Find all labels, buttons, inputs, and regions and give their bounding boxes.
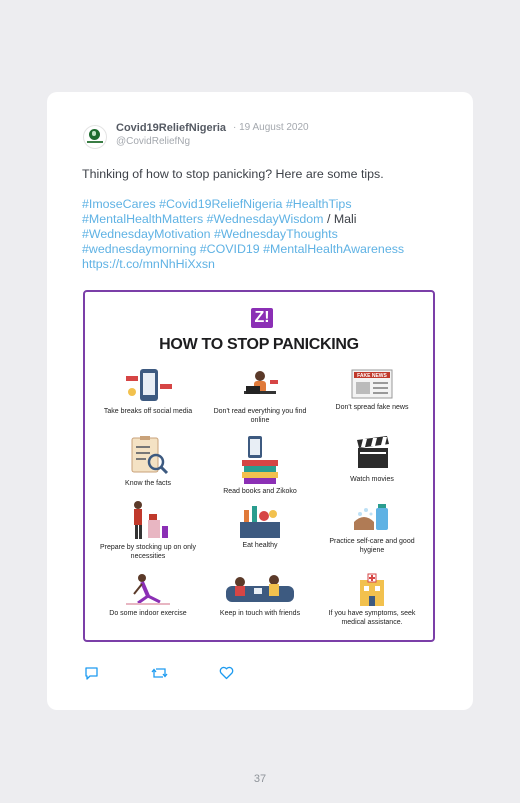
avatar[interactable]	[83, 125, 107, 149]
page-number: 37	[253, 773, 267, 785]
author-name[interactable]: Covid19ReliefNigeria	[116, 122, 227, 134]
reply-icon[interactable]	[84, 666, 99, 685]
fake-news-badge: FAKE NEWS	[357, 373, 387, 379]
tip-keep-in-touch: Keep in touch with friends	[205, 572, 315, 619]
tip-know-facts: Know the facts	[93, 434, 203, 489]
hashtags-line-1[interactable]: #ImoseCares #Covid19ReliefNigeria #HealthTips	[82, 197, 352, 212]
tip-self-care: Practice self-care and good hygiene	[317, 500, 427, 555]
books-icon	[230, 434, 290, 486]
tip-eat-healthy: Eat healthy	[205, 500, 315, 551]
hygiene-icon	[342, 500, 402, 536]
tip-watch-movies: Watch movies	[317, 434, 427, 485]
hospital-icon	[342, 572, 402, 608]
clapperboard-icon	[342, 434, 402, 474]
infographic-image[interactable]	[83, 290, 435, 642]
tip-stocking-up: Prepare by stocking up on only necessities	[93, 500, 203, 561]
location-text: / Mali	[323, 212, 357, 227]
zikoko-logo: Z!	[251, 308, 273, 328]
hashtags-line-3[interactable]: #WednesdayMotivation #WednesdayThoughts	[82, 227, 338, 242]
food-icon	[230, 500, 290, 540]
tweet-link[interactable]: https://t.co/mnNhHiXxsn	[82, 257, 215, 272]
tip-dont-read-everything: Don't read everything you find online	[205, 366, 315, 425]
retweet-icon[interactable]	[151, 666, 168, 685]
phone-icon	[118, 366, 178, 406]
tip-fake-news: FAKE NEWS Don't spread fake news	[317, 366, 427, 413]
hashtags-line-4[interactable]: #wednesdaymorning #COVID19 #MentalHealthAwareness	[82, 242, 405, 257]
tip-read-books: Read books and Zikoko	[205, 434, 315, 497]
tweet-body: Thinking of how to stop panicking? Here are some tips.	[82, 167, 384, 181]
like-icon[interactable]	[219, 666, 234, 685]
newspaper-icon	[342, 366, 402, 402]
laptop-icon	[230, 366, 290, 406]
tip-seek-medical: If you have symptoms, seek medical assistance.	[317, 572, 427, 627]
author-handle[interactable]: @CovidReliefNg	[116, 136, 191, 147]
tip-indoor-exercise: Do some indoor exercise	[93, 572, 203, 619]
exercise-icon	[118, 572, 178, 608]
infographic-title: HOW TO STOP PANICKING	[159, 336, 359, 353]
clipboard-icon	[118, 434, 178, 478]
hashtags-line-2[interactable]: #MentalHealthMatters #WednesdayWisdom	[82, 212, 324, 227]
tweet-text	[82, 167, 442, 273]
tweet-card	[47, 92, 473, 710]
groceries-icon	[118, 500, 178, 542]
friends-icon	[222, 572, 298, 608]
tip-social-media: Take breaks off social media	[93, 366, 203, 417]
tweet-date[interactable]: · 19 August 2020	[233, 122, 309, 133]
